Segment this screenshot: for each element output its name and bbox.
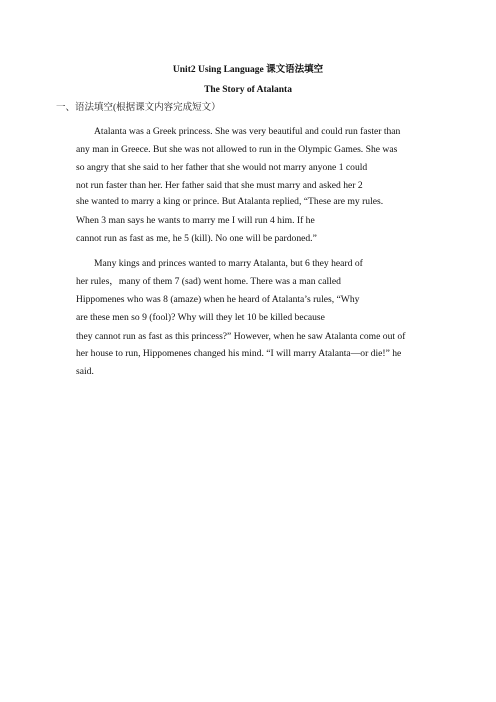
passage-line: Atalanta was a Greek princess. She was very beautiful and could run faster than	[94, 126, 401, 137]
passage-line: she wanted to marry a king or prince. But Atalanta replied, “These are my rules.	[76, 196, 384, 207]
story-title: The Story of Atalanta	[204, 85, 292, 95]
passage-line: When 3 man says he wants to marry me I will run 4 him. If he	[76, 215, 315, 226]
page-title: Unit2 Using Language 课文语法填空	[172, 65, 324, 75]
passage-line: her house to run, Hippomenes changed his mind. “I will marry Atalanta—or die!” he	[76, 348, 402, 359]
passage-line: said.	[76, 366, 94, 377]
passage-line: so angry that she said to her father that she would not marry anyone 1 could	[76, 162, 368, 173]
passage-line: not run faster than her. Her father said that she must marry and asked her 2	[76, 180, 363, 191]
passage-line: any man in Greece. But she was not allowed to run in the Olympic Games. She was	[76, 144, 398, 155]
passage-line: her rules，many of them 7 (sad) went home. There was a man called	[76, 276, 341, 287]
passage-line: are these men so 9 (fool)? Why will they let 10 be killed because	[76, 312, 325, 323]
exercise-instruction: 一、语法填空(根据课文内容完成短文）	[56, 103, 221, 113]
passage-line: Many kings and princes wanted to marry Atalanta, but 6 they heard of	[94, 258, 363, 269]
passage-line: they cannot run as fast as this princess?” However, when he saw Atalanta come out of	[76, 331, 406, 342]
passage-line: Hippomenes who was 8 (amaze) when he heard of Atalanta’s rules, “Why	[76, 294, 360, 305]
passage-line: cannot run as fast as me, he 5 (kill). No one will be pardoned.”	[76, 233, 317, 244]
